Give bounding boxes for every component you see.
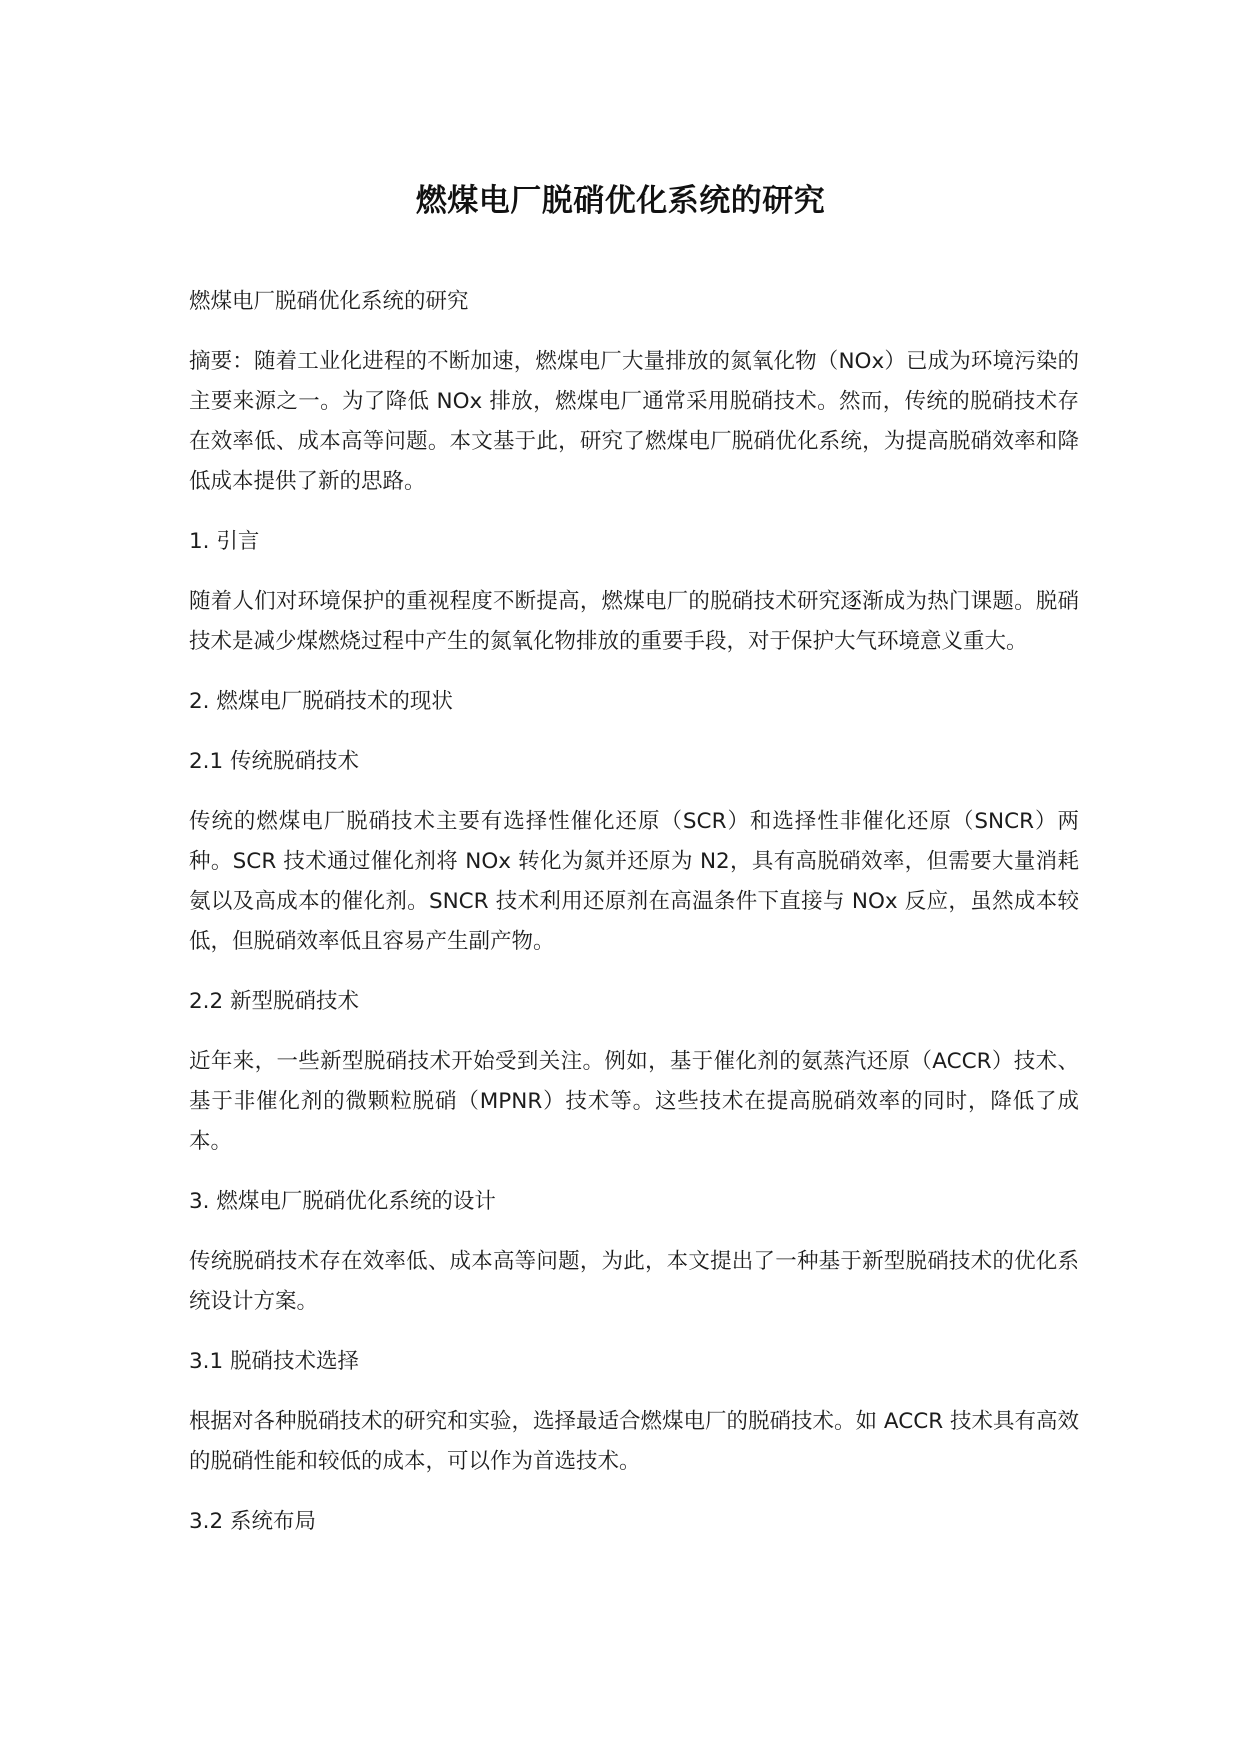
paragraph-subtitle: 燃煤电厂脱硝优化系统的研究 <box>189 289 469 314</box>
paragraph-introduction: 随着人们对环境保护的重视程度不断提高，燃煤电厂的脱硝技术研究逐渐成为热门课题。脱硝技术是减少煤燃烧过程中产生的氮氧化物排放的重要手段，对于保护大气环境意义重大。 <box>189 589 1079 654</box>
section-heading-2: 2. 燃煤电厂脱硝技术的现状 <box>189 689 453 714</box>
section-heading-3-2: 3.2 系统布局 <box>189 1509 317 1534</box>
section-heading-1: 1. 引言 <box>189 529 260 554</box>
section-heading-2-1: 2.1 传统脱硝技术 <box>189 749 360 774</box>
paragraph-new-tech: 近年来，一些新型脱硝技术开始受到关注。例如，基于催化剂的氨蒸汽还原（ACCR）技术、基于非催化剂的微颗粒脱硝（MPNR）技术等。这些技术在提高脱硝效率的同时，降低了成本。 <box>189 1049 1079 1154</box>
document-body <box>189 282 1079 1562</box>
section-heading-2-2: 2.2 新型脱硝技术 <box>189 989 360 1014</box>
paragraph-tech-selection: 根据对各种脱硝技术的研究和实验，选择最适合燃煤电厂的脱硝技术。如 ACCR 技术具有高效的脱硝性能和较低的成本，可以作为首选技术。 <box>189 1409 1079 1474</box>
paragraph-abstract: 摘要：随着工业化进程的不断加速，燃煤电厂大量排放的氮氧化物（NOx）已成为环境污染的主要来源之一。为了降低 NOx 排放，燃煤电厂通常采用脱硝技术。然而，传统的脱硝技术存在效率低、成本高等问题。本文基于此，研究了燃煤电厂脱硝优化系统，为提高脱硝效率和降低成本提供了新的思路。 <box>189 349 1079 494</box>
paragraph-traditional-tech: 传统的燃煤电厂脱硝技术主要有选择性催化还原（SCR）和选择性非催化还原（SNCR）两种。SCR 技术通过催化剂将 NOx 转化为氮并还原为 N2，具有高脱硝效率，但需要大量消耗氨以及高成本的催化剂。SNCR 技术利用还原剂在高温条件下直接与 NOx 反应，虽然成本较低，但脱硝效率低且容易产生副产物。 <box>189 809 1079 954</box>
section-heading-3: 3. 燃煤电厂脱硝优化系统的设计 <box>189 1189 496 1214</box>
document-title: 燃煤电厂脱硝优化系统的研究 <box>415 183 826 219</box>
section-heading-3-1: 3.1 脱硝技术选择 <box>189 1349 360 1374</box>
paragraph-design: 传统脱硝技术存在效率低、成本高等问题，为此，本文提出了一种基于新型脱硝技术的优化系统设计方案。 <box>189 1249 1079 1314</box>
